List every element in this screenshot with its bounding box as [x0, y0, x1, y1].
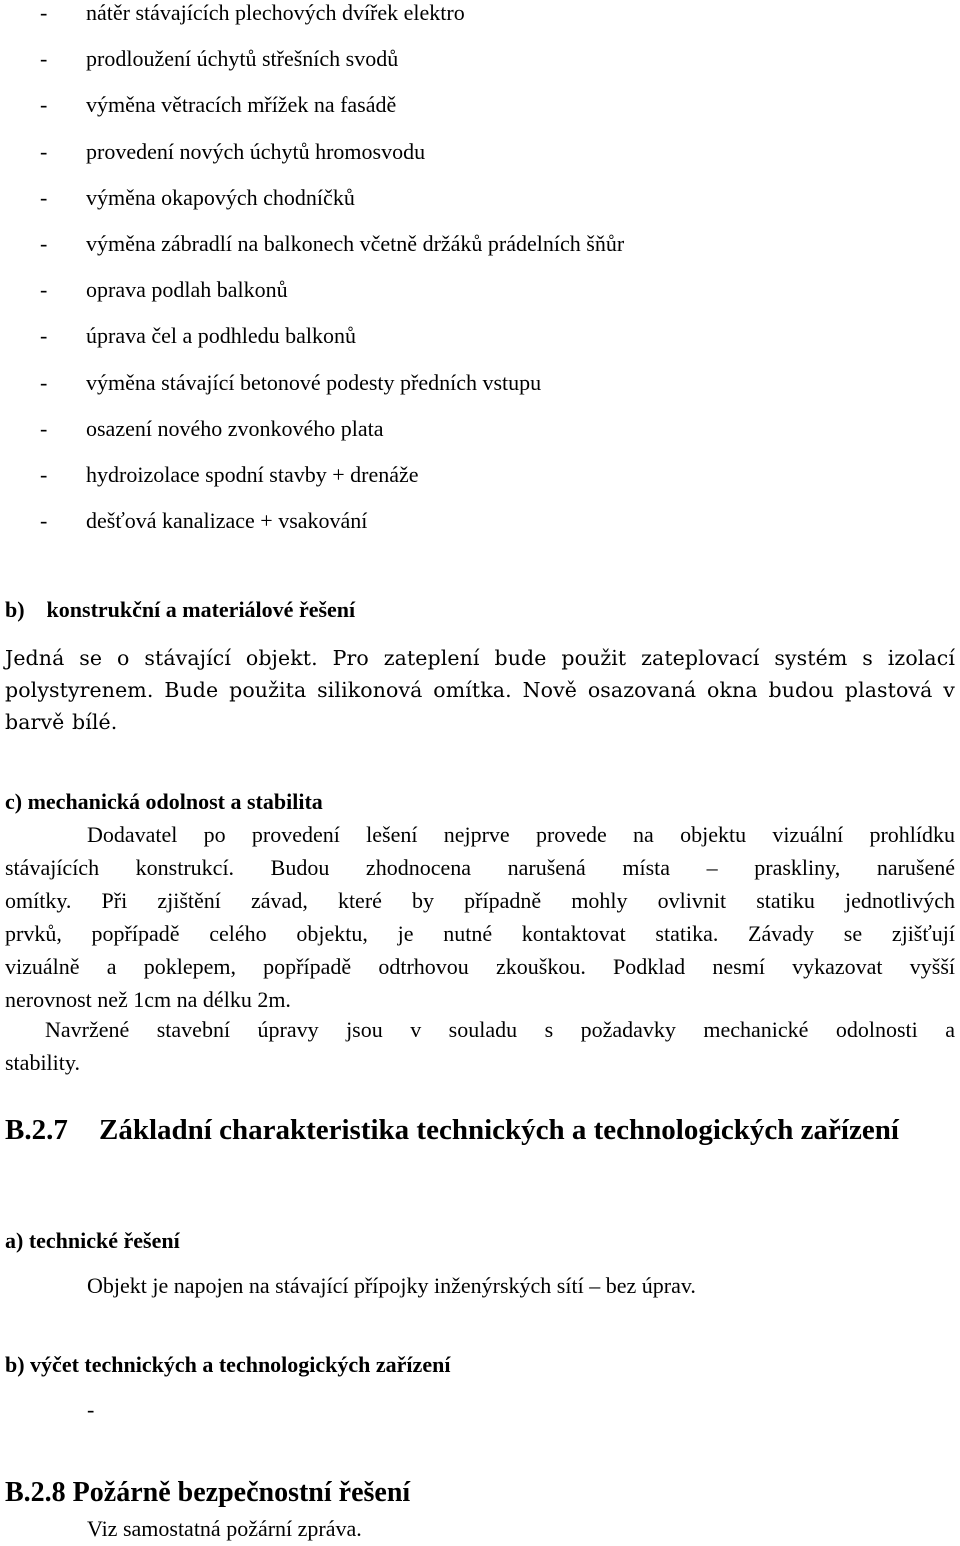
- equipment-list-text: -: [87, 1397, 95, 1422]
- list-item-text: hydroizolace spodní stavby + drenáže: [86, 461, 419, 487]
- list-item-text: oprava podlah balkonů: [86, 277, 288, 303]
- bullet-dash: -: [40, 323, 48, 349]
- technical-solution-text: Objekt je napojen na stávající přípojky inženýrských sítí – bez úprav.: [87, 1273, 696, 1298]
- bullet-dash: -: [40, 230, 48, 256]
- bullet-dash: -: [40, 415, 48, 441]
- list-item: [0, 221, 960, 267]
- fire-safety-text: Viz samostatná požární zpráva.: [87, 1516, 362, 1541]
- bullet-dash: -: [40, 369, 48, 395]
- list-item-text: nátěr stávajících plechových dvířek elektro: [86, 0, 465, 25]
- paragraph-line: vizuálně a poklepem, popřípadě odtrhovou zkouškou. Podklad nesmí vykazovat vyšší: [5, 954, 955, 979]
- section-number: B.2.7: [5, 1114, 68, 1146]
- bullet-dash: -: [40, 508, 48, 534]
- section-title: Základní charakteristika technických a technologických zařízení: [99, 1114, 899, 1146]
- bullet-dash: -: [40, 461, 48, 487]
- paragraph-line: stability.: [5, 1050, 80, 1075]
- bullet-dash: -: [40, 0, 48, 25]
- section-b-paragraph: Jedná se o stávající objekt. Pro zateplení bude použit zateplovací systém s izolací polystyrenem. Bude použita silikonová omítka. Nově osazovaná okna budou plastová v barvě bílé.: [5, 646, 955, 734]
- section-c-paragraph-1: [5, 818, 955, 1016]
- section-c-heading: c) mechanická odolnost a stabilita: [5, 789, 323, 814]
- list-item: [0, 129, 960, 175]
- list-item-text: výměna větracích mřížek na fasádě: [86, 92, 397, 118]
- list-item: [0, 36, 960, 82]
- equipment-list-heading: b) výčet technických a technologických zařízení: [5, 1352, 451, 1377]
- section-b27-heading: [5, 1111, 955, 1191]
- list-item-text: dešťová kanalizace + vsakování: [86, 508, 368, 534]
- list-item-text: výměna stávající betonové podesty předních vstupu: [86, 369, 542, 395]
- technical-solution-heading: a) technické řešení: [5, 1228, 180, 1253]
- list-item: [0, 267, 960, 313]
- bullet-dash: -: [40, 46, 48, 72]
- paragraph-line: Navržené stavební úpravy jsou v souladu s požadavky mechanické odolnosti a: [45, 1017, 955, 1042]
- list-item-text: osazení nového zvonkového plata: [86, 415, 384, 441]
- paragraph-line: nerovnost než 1cm na délku 2m.: [5, 987, 291, 1012]
- section-b28-heading: B.2.8 Požárně bezpečnostní řešení: [5, 1477, 411, 1508]
- bullet-dash: -: [40, 92, 48, 118]
- section-c-paragraph-2: [5, 1013, 955, 1079]
- bullet-dash: -: [40, 184, 48, 210]
- list-item-text: výměna zábradlí na balkonech včetně držáků prádelních šňůr: [86, 230, 625, 256]
- list-item-text: úprava čel a podhledu balkonů: [86, 323, 357, 349]
- list-item: [0, 0, 960, 36]
- list-item: [0, 406, 960, 452]
- list-item-text: provedení nových úchytů hromosvodu: [86, 138, 426, 164]
- paragraph-line: stávajících konstrukcí. Budou zhodnocena narušená místa – praskliny, narušené: [5, 855, 955, 880]
- list-item-text: prodloužení úchytů střešních svodů: [86, 46, 399, 72]
- list-item: [0, 82, 960, 128]
- list-item: [0, 360, 960, 406]
- section-b-heading: b) konstrukční a materiálové řešení: [5, 597, 356, 622]
- list-item: [0, 175, 960, 221]
- paragraph-line: omítky. Při zjištění závad, které by případně mohly ovlivnit statiku jednotlivých: [5, 888, 955, 913]
- list-item: [0, 452, 960, 498]
- paragraph-line: prvků, popřípadě celého objektu, je nutné kontaktovat statika. Závady se zjišťují: [5, 921, 955, 946]
- list-item: [0, 313, 960, 359]
- paragraph-line: Dodavatel po provedení lešení nejprve provede na objektu vizuální prohlídku: [87, 822, 955, 847]
- list-item-text: výměna okapových chodníčků: [86, 184, 355, 210]
- bullet-dash: -: [40, 138, 48, 164]
- list-item: [0, 498, 960, 544]
- work-items-list: [0, 0, 960, 544]
- bullet-dash: -: [40, 277, 48, 303]
